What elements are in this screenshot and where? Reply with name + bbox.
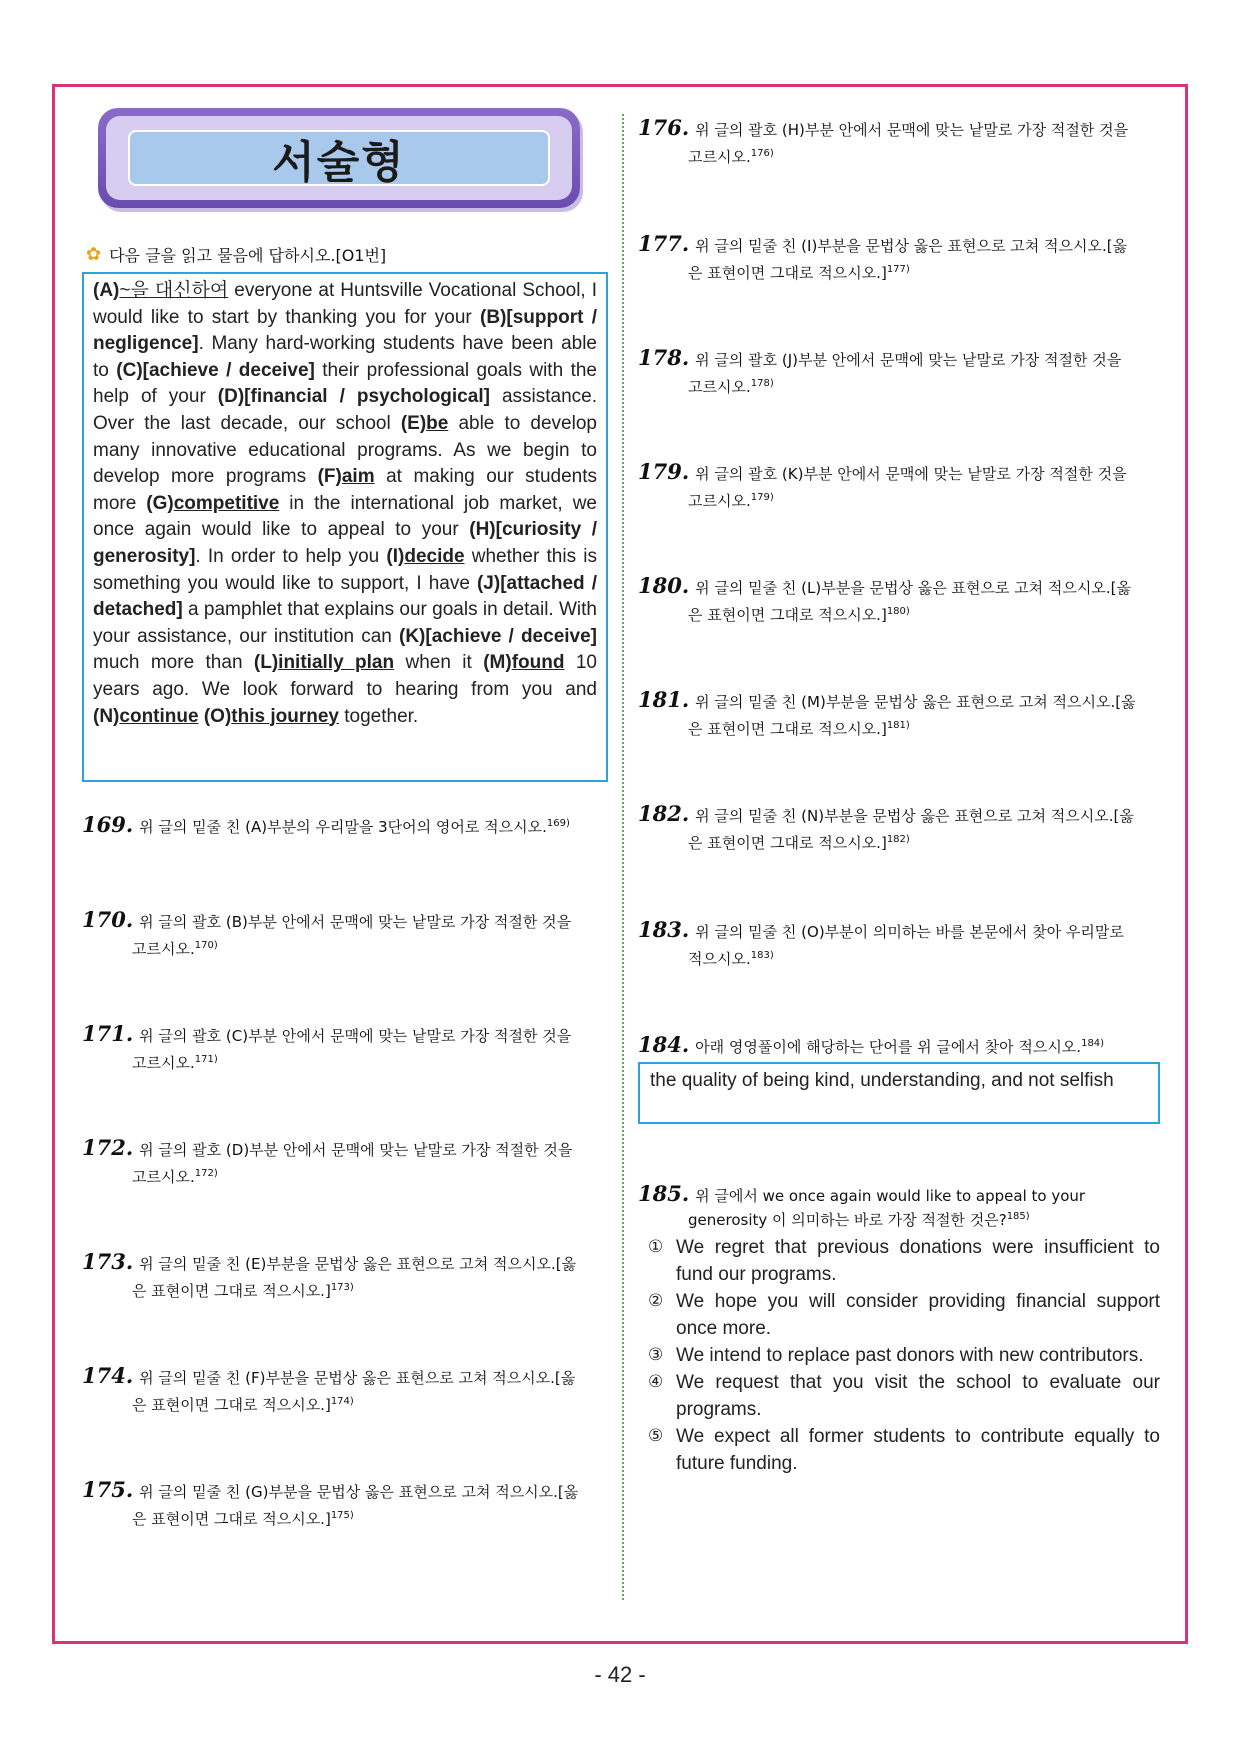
section-title: 서술형 [272,137,406,188]
choice-d: (D)[financial / psychological] [217,386,490,408]
question-175: 175. 위 글의 밑줄 친 (G)부분을 문법상 옳은 표현으로 고쳐 적으시오.[옳 은 표현이면 그대로 적으시오.]$^{175)}$ [82,1477,579,1528]
question-174: 174. 위 글의 밑줄 친 (F)부분을 문법상 옳은 표현으로 고쳐 적으시오.[옳 은 표현이면 그대로 적으시오.]$^{174)}$ [82,1363,576,1414]
option-1[interactable]: ① We regret that previous donations were insufficient to fund our programs. [648,1237,1160,1285]
option-3[interactable]: ③ We intend to replace past donors with new contributors. [648,1345,1144,1366]
choice-k: (K)[achieve / deceive] [399,625,597,647]
question-180: 180. 위 글의 밑줄 친 (L)부분을 문법상 옳은 표현으로 고쳐 적으시오.[옳 은 표현이면 그대로 적으시오.]$^{180)}$ [638,573,1132,624]
answer-options [648,1234,1160,1477]
choice-b: (B)[support / negligence] [93,306,597,355]
question-171: 171. 위 글의 괄호 (C)부분 안에서 문맥에 맞는 낱말로 가장 적절한 것을 고르시오.$^{171)}$ [82,1021,572,1072]
choice-c: (C)[achieve / deceive] [116,359,315,381]
underlined-e: be [426,412,449,434]
question-177: 177. 위 글의 밑줄 친 (I)부분을 문법상 옳은 표현으로 고쳐 적으시오.[옳 은 표현이면 그대로 적으시오.]$^{177)}$ [638,231,1128,282]
option-2[interactable]: ② We hope you will consider providing financial support once more. [648,1291,1160,1339]
definition-text: the quality of being kind, understanding, and not selfish [650,1070,1114,1091]
question-176: 176. 위 글의 괄호 (H)부분 안에서 문맥에 맞는 낱말로 가장 적절한 것을 고르시오.$^{176)}$ [638,115,1129,166]
question-173: 173. 위 글의 밑줄 친 (E)부분을 문법상 옳은 표현으로 고쳐 적으시오.[옳 은 표현이면 그대로 적으시오.]$^{173)}$ [82,1249,577,1300]
question-182: 182. 위 글의 밑줄 친 (N)부분을 문법상 옳은 표현으로 고쳐 적으시오.[옳 은 표현이면 그대로 적으시오.]$^{182)}$ [638,801,1134,852]
underlined-f: aim [341,466,375,488]
page-number: - 42 - [594,1662,646,1687]
question-179: 179. 위 글의 괄호 (K)부분 안에서 문맥에 맞는 낱말로 가장 적절한 것을 고르시오.$^{179)}$ [638,459,1127,510]
question-170: 170. 위 글의 괄호 (B)부분 안에서 문맥에 맞는 낱말로 가장 적절한 것을 고르시오.$^{170)}$ [82,907,572,958]
underlined-l: initially plan [278,652,395,674]
question-169: 169. 위 글의 밑줄 친 (A)부분의 우리말을 3단어의 영어로 적으시오.$^{169)}$ [82,812,570,837]
question-184: 184. 아래 영영풀이에 해당하는 단어를 위 글에서 찾아 적으시오.$^{184)}$ [638,1032,1105,1057]
question-172: 172. 위 글의 괄호 (D)부분 안에서 문맥에 맞는 낱말로 가장 적절한 것을 고르시오.$^{172)}$ [82,1135,573,1186]
underlined-n: continue [119,705,199,727]
underlined-o: this journey [231,705,339,727]
underlined-g: competitive [173,492,280,514]
underlined-a: ~을 대신하여 [119,280,229,301]
choice-h: (H)[curiosity / generosity] [93,519,598,567]
question-185: 185. 위 글에서 we once again would like to appeal to your generosity 이 의미하는 바로 가장 적절한 것은?$^{185)}$ [638,1181,1086,1229]
flower-icon: ✿ [86,244,102,265]
instruction [86,243,386,266]
underlined-m: found [511,652,565,674]
definition-box [638,1062,1160,1124]
question-183: 183. 위 글의 밑줄 친 (O)부분이 의미하는 바를 본문에서 찾아 우리말로 적으시오.$^{183)}$ [638,917,1124,968]
label-a: (A) [93,280,120,301]
question-178: 178. 위 글의 괄호 (J)부분 안에서 문맥에 맞는 낱말로 가장 적절한 것을 고르시오.$^{178)}$ [638,345,1122,396]
underlined-i: decide [404,545,465,567]
section-banner [98,108,580,208]
choice-j: (J)[attached / detached] [93,572,597,621]
option-5[interactable]: ⑤ We expect all former students to contribute equally to future funding. [648,1426,1160,1474]
column-divider [622,114,624,1600]
reading-passage: (A)~을 대신하여 everyone at Huntsville Vocational School, I would like to start by thanking you for your (B)[support / negligence]. Many hard-working students have been able to (C)[achieve / deceive] their professional goals with the help of your (D)[financial / psychological] assistance. Over the last decade, our school (E)be able to develop many innovative educational programs. As we begin to develop more programs (F)aim at making our students more (G)competitive in the international job market, we once again would like to appeal to your (H)[curiosity / generosity]. In order to help you (I)decide whether this is something you would like to support, I have (J)[attached / detached] a pamphlet that explains our goals in detail. With your assistance, our institution can (K)[achieve / deceive] much more than (L)initially plan when it (M)found 10 years ago. We look forward to hearing from you and (N)continue (O)this journey together. [82,272,608,782]
option-4[interactable]: ④ We request that you visit the school to evaluate our programs. [648,1372,1160,1420]
instruction-text: 다음 글을 읽고 물음에 답하시오.[O1번] [109,246,387,265]
question-181: 181. 위 글의 밑줄 친 (M)부분을 문법상 옳은 표현으로 고쳐 적으시오.[옳 은 표현이면 그대로 적으시오.]$^{181)}$ [638,687,1136,738]
